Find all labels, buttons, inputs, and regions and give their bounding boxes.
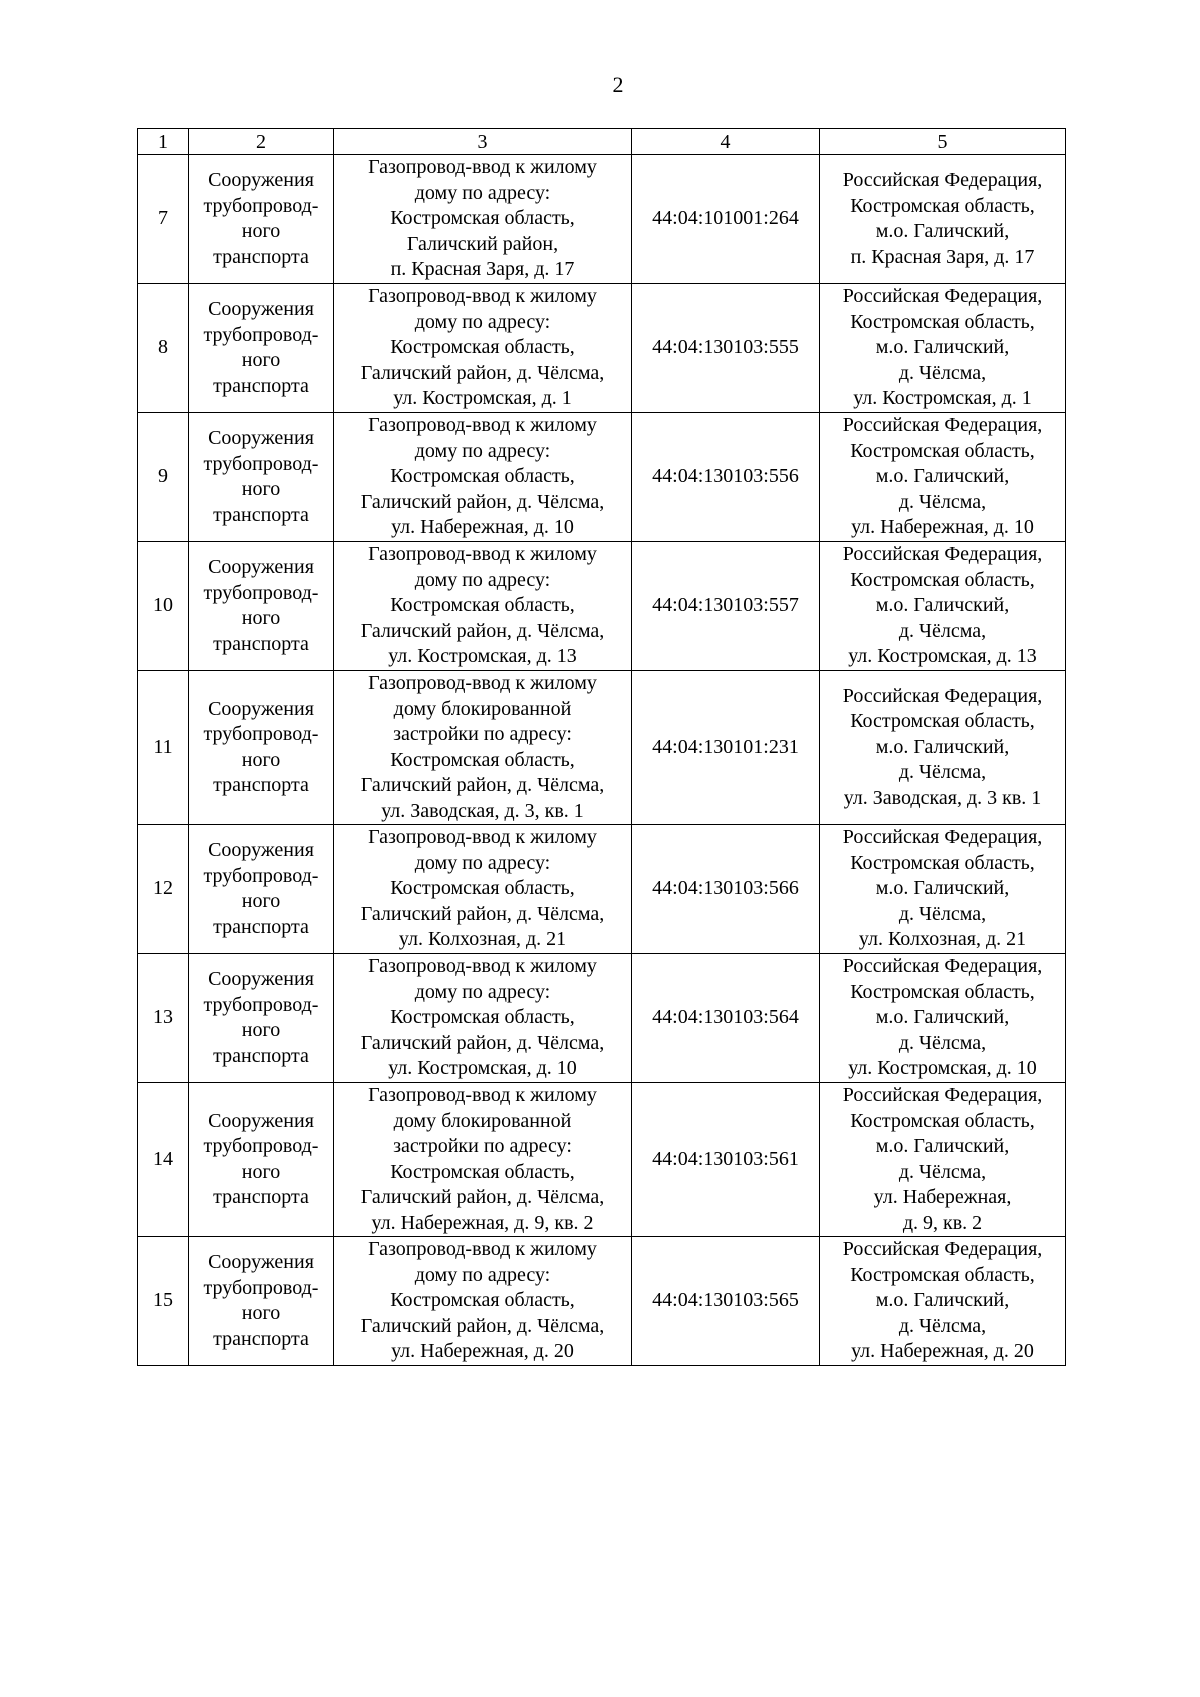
cell-address: Российская Федерация, Костромская область, м.о. Галичский, д. Чёлсма, ул. Заводская, д. 3 кв. 1 — [820, 671, 1066, 825]
cell-number: 13 — [138, 954, 189, 1083]
cell-address: Российская Федерация, Костромская область, м.о. Галичский, д. Чёлсма, ул. Костромская, д. 10 — [820, 954, 1066, 1083]
cell-address: Российская Федерация, Костромская область, м.о. Галичский, д. Чёлсма, ул. Набережная, д. 20 — [820, 1237, 1066, 1366]
header-cell-2: 2 — [189, 129, 334, 155]
cell-cadastral-number: 44:04:130103:566 — [632, 825, 820, 954]
cell-object-type: Сооружения трубопровод- ного транспорта — [189, 671, 334, 825]
cell-address: Российская Федерация, Костромская область, м.о. Галичский, п. Красная Заря, д. 17 — [820, 155, 1066, 284]
cell-object-type: Сооружения трубопровод- ного транспорта — [189, 284, 334, 413]
cell-number: 8 — [138, 284, 189, 413]
cell-object-type: Сооружения трубопровод- ного транспорта — [189, 825, 334, 954]
table-row — [138, 825, 1066, 954]
cell-object-type: Сооружения трубопровод- ного транспорта — [189, 542, 334, 671]
cell-object-type: Сооружения трубопровод- ного транспорта — [189, 155, 334, 284]
cell-cadastral-number: 44:04:130103:555 — [632, 284, 820, 413]
cell-address: Российская Федерация, Костромская область, м.о. Галичский, д. Чёлсма, ул. Колхозная, д. 21 — [820, 825, 1066, 954]
cell-cadastral-number: 44:04:130103:564 — [632, 954, 820, 1083]
cell-address: Российская Федерация, Костромская область, м.о. Галичский, д. Чёлсма, ул. Набережная, д. 10 — [820, 413, 1066, 542]
cell-object-type: Сооружения трубопровод- ного транспорта — [189, 1237, 334, 1366]
cell-number: 14 — [138, 1083, 189, 1237]
cell-cadastral-number: 44:04:130103:557 — [632, 542, 820, 671]
cell-number: 7 — [138, 155, 189, 284]
table-row — [138, 1237, 1066, 1366]
cell-number: 10 — [138, 542, 189, 671]
table-row — [138, 671, 1066, 825]
table-row — [138, 954, 1066, 1083]
cell-object-type: Сооружения трубопровод- ного транспорта — [189, 954, 334, 1083]
cell-object-name: Газопровод-ввод к жилому дому по адресу: Костромская область, Галичский район, д. Чёлсма, ул. Колхозная, д. 21 — [334, 825, 632, 954]
cell-address: Российская Федерация, Костромская область, м.о. Галичский, д. Чёлсма, ул. Костромская, д. 1 — [820, 284, 1066, 413]
cell-address: Российская Федерация, Костромская область, м.о. Галичский, д. Чёлсма, ул. Набережная, д. 9, кв. 2 — [820, 1083, 1066, 1237]
cell-address: Российская Федерация, Костромская область, м.о. Галичский, д. Чёлсма, ул. Костромская, д. 13 — [820, 542, 1066, 671]
cell-number: 12 — [138, 825, 189, 954]
header-cell-5: 5 — [820, 129, 1066, 155]
table-row — [138, 542, 1066, 671]
cell-cadastral-number: 44:04:130101:231 — [632, 671, 820, 825]
cell-object-type: Сооружения трубопровод- ного транспорта — [189, 1083, 334, 1237]
cell-cadastral-number: 44:04:130103:556 — [632, 413, 820, 542]
table-row — [138, 284, 1066, 413]
cell-object-name: Газопровод-ввод к жилому дому по адресу: Костромская область, Галичский район, д. Чёлсма, ул. Набережная, д. 20 — [334, 1237, 632, 1366]
cell-cadastral-number: 44:04:130103:561 — [632, 1083, 820, 1237]
cell-object-name: Газопровод-ввод к жилому дому по адресу: Костромская область, Галичский район, п. Красная Заря, д. 17 — [334, 155, 632, 284]
cell-cadastral-number: 44:04:101001:264 — [632, 155, 820, 284]
table-row — [138, 155, 1066, 284]
table-row — [138, 413, 1066, 542]
cell-object-type: Сооружения трубопровод- ного транспорта — [189, 413, 334, 542]
table-row — [138, 1083, 1066, 1237]
cell-number: 15 — [138, 1237, 189, 1366]
header-cell-4: 4 — [632, 129, 820, 155]
cell-number: 11 — [138, 671, 189, 825]
cell-object-name: Газопровод-ввод к жилому дому блокированной застройки по адресу: Костромская область, Галичский район, д. Чёлсма, ул. Заводская, д. 3, кв. 1 — [334, 671, 632, 825]
cell-object-name: Газопровод-ввод к жилому дому по адресу: Костромская область, Галичский район, д. Чёлсма, ул. Костромская, д. 13 — [334, 542, 632, 671]
objects-table — [137, 128, 1066, 1366]
header-cell-1: 1 — [138, 129, 189, 155]
header-cell-3: 3 — [334, 129, 632, 155]
cell-object-name: Газопровод-ввод к жилому дому по адресу: Костромская область, Галичский район, д. Чёлсма, ул. Костромская, д. 10 — [334, 954, 632, 1083]
cell-number: 9 — [138, 413, 189, 542]
cell-object-name: Газопровод-ввод к жилому дому по адресу: Костромская область, Галичский район, д. Чёлсма, ул. Костромская, д. 1 — [334, 284, 632, 413]
page-number: 2 — [612, 72, 624, 97]
cell-object-name: Газопровод-ввод к жилому дому по адресу: Костромская область, Галичский район, д. Чёлсма, ул. Набережная, д. 10 — [334, 413, 632, 542]
cell-object-name: Газопровод-ввод к жилому дому блокированной застройки по адресу: Костромская область, Галичский район, д. Чёлсма, ул. Набережная, д. 9, кв. 2 — [334, 1083, 632, 1237]
table-header-row — [138, 129, 1066, 155]
cell-cadastral-number: 44:04:130103:565 — [632, 1237, 820, 1366]
